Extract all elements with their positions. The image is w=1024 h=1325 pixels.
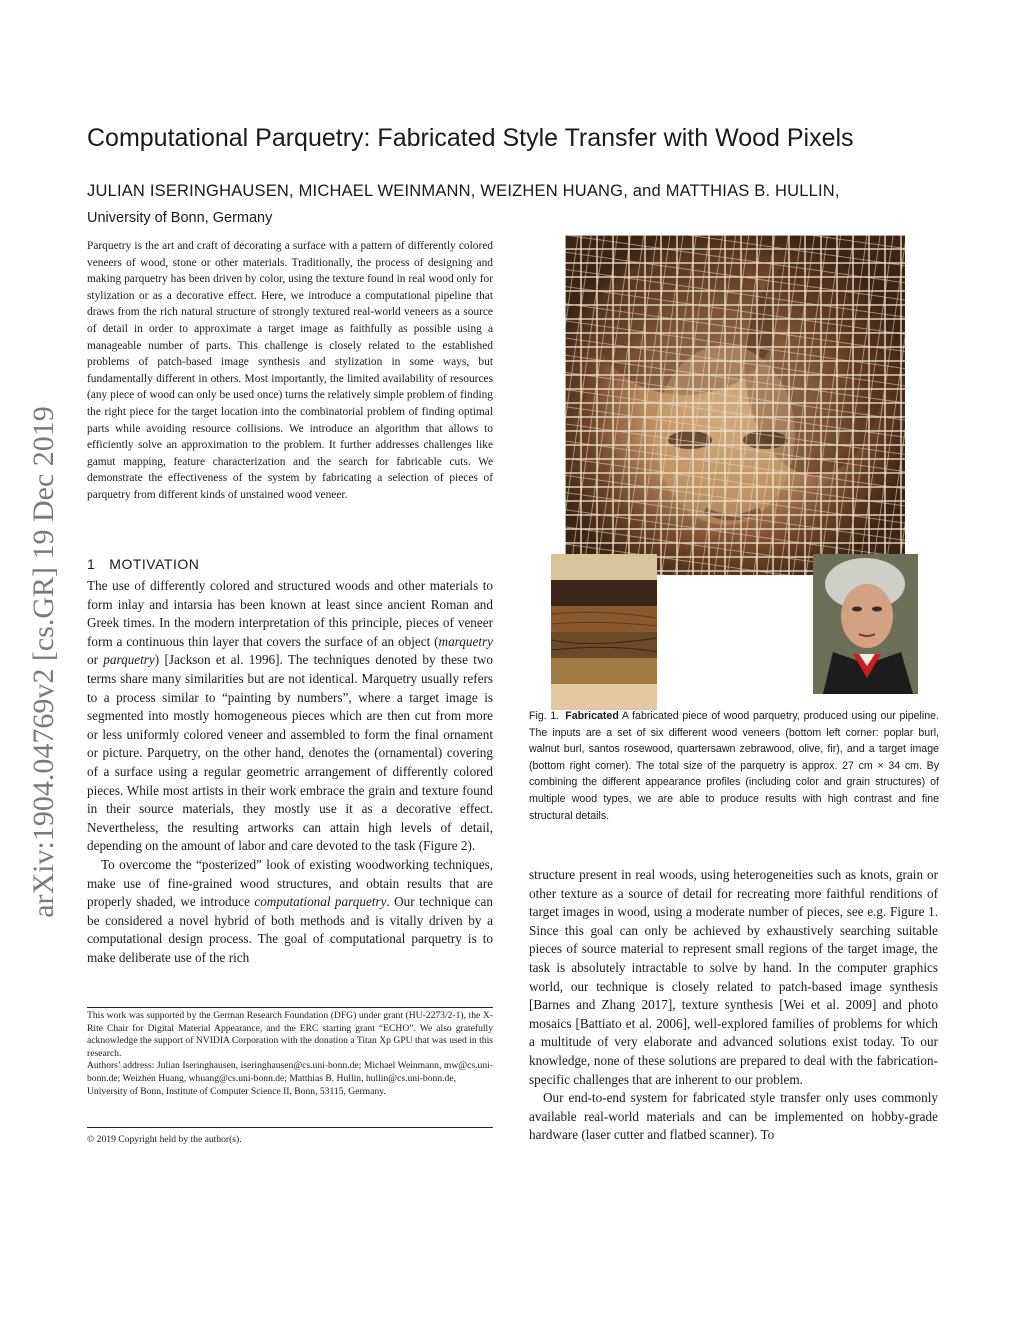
footnote <box>87 1010 493 1098</box>
figure-label: Fig. 1. <box>529 710 560 722</box>
figure-caption <box>529 708 939 824</box>
right-column-body <box>529 866 938 1145</box>
arxiv-stamp-text: arXiv:1904.04769v2 [cs.GR] 19 Dec 2019 <box>27 406 60 918</box>
section-number: 1 <box>87 556 96 572</box>
emphasis: marquetry <box>438 633 493 649</box>
abstract: Parquetry is the art and craft of decorating a surface with a pattern of differently colored veneers of wood, stone or other materials. Traditionally, the process of designing and making parquetry has been driven by color, using the texture found in real wood only for stylization or as a decorative effect. Here, we introduce a computational pipeline that draws from the rich natural structure of strongly textured real-world veneers as a source of detail in order to approximate a target image as faithfully as possible using a manageable number of parts. This challenge is closely related to the established problems of patch-based image synthesis and stylization in some ways, but fundamentally different in others. Most importantly, the limited availability of resources (any piece of wood can only be used once) turns the relatively simple problem of finding the right piece for the target location into the combinatorial problem of finding optimal parts while avoiding resource collisions. We introduce an algorithm that allows to efficiently solve an approximation to the problem. It further addresses challenges like gamut mapping, feature characterization and the search for fabricable cuts. We demonstrate the effectiveness of the system by fabricating a selection of pieces of parquetry from different kinds of unstained wood veneer. <box>87 240 493 501</box>
figure-caption-bold: Fabricated <box>565 710 619 722</box>
funding-note: This work was supported by the German Research Foundation (DFG) under grant (HU-2273/2-1), the X-Rite Chair for Digital Material Appearance, and the ERC starting grant “ECHO”. We also gratefully acknowledge the support of NVIDIA Corporation with the donation a Titan Xp GPU that was used in this research. <box>87 1010 493 1059</box>
paragraph: To overcome the “posterized” look of existing woodworking techniques, make use of fine-grained wood structures, and obtain results that are properly shaded, we introduce computational parquetry. Our technique can be considered a novel hybrid of both methods and is vitally driven by a computational design process. The goal of computational parquetry is to make deliberate use of the rich <box>87 856 493 965</box>
author-list: JULIAN ISERINGHAUSEN, MICHAEL WEINMANN, WEIZHEN HUANG, and MATTHIAS B. HULLIN, <box>87 182 840 200</box>
figure-caption-text: A fabricated piece of wood parquetry, produced using our pipeline. The inputs are a set of six different wood veneers (bottom left corner: poplar burl, walnut burl, santos rosewood, quartersawn zebrawood, olive, fir), and a target image (bottom right corner). The total size of the parquetry is approx. 27 cm × 34 cm. By combining the different appearance profiles (including color and grain structures) of multiple wood types, we are able to produce results with high contrast and fine structural details. <box>529 710 939 822</box>
institute-address: University of Bonn, Institute of Computer Science II, Bonn, 53115, Germany. <box>87 1085 386 1097</box>
paragraph: structure present in real woods, using heterogeneities such as knots, grain or other texture as a source of detail for recreating more faithful renditions of target images in wood, using a moderate number of pieces, see e.g. Figure 1. Since this goal can only be achieved by exhaustively searching suitable pieces of source material to represent small regions of the target image, the task is absolutely intractable to solve by hand. In the computer graphics world, our technique is closely related to patch-based image synthesis [Barnes and Zhang 2017], texture synthesis [Wei et al. 2009] and photo mosaics [Battiato et al. 2006], well-explored families of problems for which a multitude of very elaborate and advanced solutions exist today. To our knowledge, none of these solutions are prepared to deal with the fabrication-specific challenges that are inherent to our problem. <box>529 867 938 1087</box>
paragraph: Our end-to-end system for fabricated style transfer only uses commonly available real-world materials and can be implemented on hobby-grade hardware (laser cutter and flatbed scanner). To <box>529 1090 938 1143</box>
footnote-rule <box>87 1007 493 1008</box>
emphasis: computational parquetry <box>254 894 387 910</box>
arxiv-stamp <box>26 352 62 972</box>
left-column-body <box>87 577 493 967</box>
section-heading <box>87 556 199 572</box>
parquetry-portrait-image <box>565 235 905 575</box>
figure-1 <box>529 228 939 704</box>
copyright: © 2019 Copyright held by the author(s). <box>87 1134 242 1145</box>
author-address: Authors’ address: Julian Iseringhausen, iseringhausen@cs.uni-bonn.de; Michael Weinmann, mw@cs.uni-bonn.de; Weizhen Huang, whuang@cs.uni-bonn.de; Matthias B. Hullin, hullin@cs.uni-bonn.de, <box>87 1060 493 1084</box>
paper-title: Computational Parquetry: Fabricated Style Transfer with Wood Pixels <box>87 124 854 152</box>
wood-veneer-samples-image <box>551 554 657 710</box>
section-title: MOTIVATION <box>109 556 200 572</box>
copyright-rule <box>87 1127 493 1128</box>
affiliation: University of Bonn, Germany <box>87 210 273 226</box>
emphasis: parquetry <box>103 652 155 668</box>
target-portrait-image <box>813 554 918 694</box>
paragraph: The use of differently colored and structured woods and other materials to form inlay and intarsia has been known at least since ancient Roman and Greek times. In the modern interpretation of this principle, pieces of veneer form a continuous thin layer that covers the surface of an object (marquetry or parquetry) [Jackson et al. 1996]. The techniques denoted by these two terms share many similarities but are not identical. Marquetry usually refers to a process similar to “painting by numbers”, where a target image is segmented into mostly homogeneous pieces which are then cut from more or less uniformly colored veneer and assembled to form the final ornament or picture. Parquetry, on the other hand, denotes the (ornamental) covering of a surface using a regular geometric arrangement of differently colored pieces. While most artists in their work embrace the grain and texture found in their source materials, they mostly use it as a decorative effect. Nevertheless, the resulting artworks can attain high levels of detail, depending on the amount of labor and care devoted to the task (Figure 2). <box>87 578 493 854</box>
